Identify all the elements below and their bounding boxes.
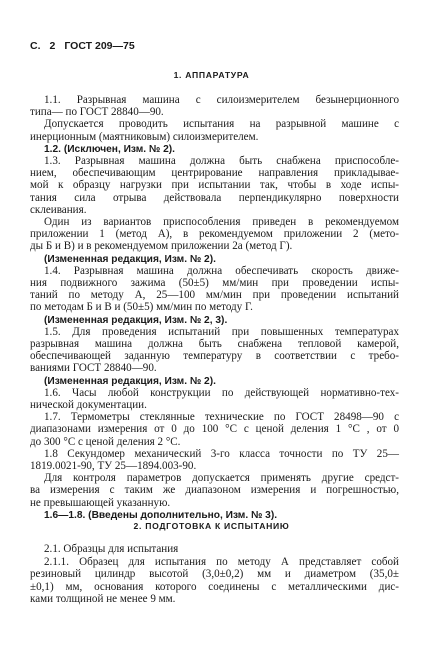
paragraph-line: ками толщиной не менее 9 мм. bbox=[30, 593, 176, 605]
paragraph-line: Допускается проводить испытания на разрывной машине с bbox=[44, 118, 399, 130]
paragraph-line: (Измененная редакция, Изм. № 2, 3). bbox=[44, 315, 228, 326]
paragraph-line: резиновый цилиндр высотой (3,0±0,2) мм и диаметром (35,0± bbox=[30, 568, 399, 580]
paragraph-line: инерционным (маятниковым) силоизмерителем. bbox=[30, 131, 259, 143]
standard-code: ГОСТ 209—75 bbox=[64, 40, 135, 52]
paragraph-line: типа— по ГОСТ 28840—90. bbox=[30, 106, 164, 118]
paragraph-line: приложении 1 (метод А), в рекомендуемом приложении 2 (мето- bbox=[30, 228, 399, 240]
paragraph-line: (Измененная редакция, Изм. № 2). bbox=[44, 254, 216, 265]
paragraph-line: до 300 °С с ценой деления 2 °С. bbox=[30, 436, 181, 448]
paragraph-line: 1819.0021-90, ТУ 25—1894.003-90. bbox=[30, 460, 197, 472]
section-1-heading: 1. АППАРАТУРА bbox=[173, 70, 250, 80]
paragraph-line: 1.6—1.8. (Введены дополнительно, Изм. № 3). bbox=[44, 510, 278, 521]
paragraph-line: тания сила отрыва действовала перпендикулярно поверхности bbox=[30, 192, 399, 204]
paragraph-line: ±0,1) мм, основания которого соединены с металлическими дис- bbox=[30, 581, 399, 593]
paragraph-line: нием, обеспечивающим центрирование направления прикладывае- bbox=[30, 167, 399, 179]
paragraph-line: нической документации. bbox=[30, 399, 147, 411]
paragraph-line: ваниями ГОСТ 28840—90. bbox=[30, 362, 157, 374]
paragraph-line: таний по методу А, 25—100 мм/мин при проведении испытаний bbox=[30, 289, 399, 301]
paragraph-line: обеспечивающей заданную температуру в соответствии с требо- bbox=[30, 350, 399, 362]
paragraph-line: не превышающей указанную. bbox=[30, 497, 171, 509]
paragraph-line: 1.6. Часы любой конструкции по действующей нормативно-тех- bbox=[44, 387, 399, 399]
paragraph-line: Для контроля параметров допускается применять другие средст- bbox=[44, 472, 399, 484]
paragraph-line: Один из вариантов приспособления приведен в рекомендуемом bbox=[44, 216, 399, 228]
paragraph-line: ды Б и В) и в рекомендуемом приложении 2а (метод Г). bbox=[30, 240, 293, 252]
section-2-heading: 2. ПОДГОТОВКА К ИСПЫТАНИЮ bbox=[133, 521, 290, 531]
paragraph-line: 1.3. Разрывная машина должна быть снабжена приспособле- bbox=[44, 155, 399, 167]
paragraph-line: склеивания. bbox=[30, 204, 87, 216]
paragraph-line: разрывная машина должна быть снабжена тепловой камерой, bbox=[30, 338, 399, 350]
paragraph-line: 1.8 Секундомер механический 3-го класса точности по ТУ 25— bbox=[44, 448, 399, 460]
paragraph-line: 1.5. Для проведения испытаний при повышенных температурах bbox=[44, 326, 399, 338]
paragraph-line: ва измерения с таким же диапазоном измерения и погрешностью, bbox=[30, 484, 399, 496]
paragraph-line: мой к образцу нагрузки при испытании так, чтобы в ходе испы- bbox=[30, 179, 399, 191]
paragraph-line: 1.7. Термометры стеклянные технические по ГОСТ 28498—90 с bbox=[44, 411, 399, 423]
paragraph-line: ния подвижного зажима (50±5) мм/мин при проведении испы- bbox=[30, 277, 399, 289]
paragraph-line: 2.1.1. Образец для испытания по методу А представляет собой bbox=[44, 556, 399, 568]
paragraph-line: по методам Б и В и (50±5) мм/мин по методу Г. bbox=[30, 301, 253, 313]
page-series-label: С. bbox=[30, 40, 41, 52]
paragraph-line: 2.1. Образцы для испытания bbox=[44, 543, 179, 555]
paragraph-line: 1.1. Разрывная машина с силоизмерителем безынерционного bbox=[44, 94, 399, 106]
paragraph-line: 1.2. (Исключен, Изм. № 2). bbox=[44, 144, 176, 155]
paragraph-line: (Измененная редакция, Изм. № 2). bbox=[44, 376, 216, 387]
running-header bbox=[30, 40, 144, 52]
paragraph-line: диапазонами измерения от 0 до 100 °С с ценой деления 1 °С , от 0 bbox=[30, 423, 399, 435]
paragraph-line: 1.4. Разрывная машина должна обеспечивать скорость движе- bbox=[44, 265, 399, 277]
page-number: 2 bbox=[49, 40, 56, 52]
